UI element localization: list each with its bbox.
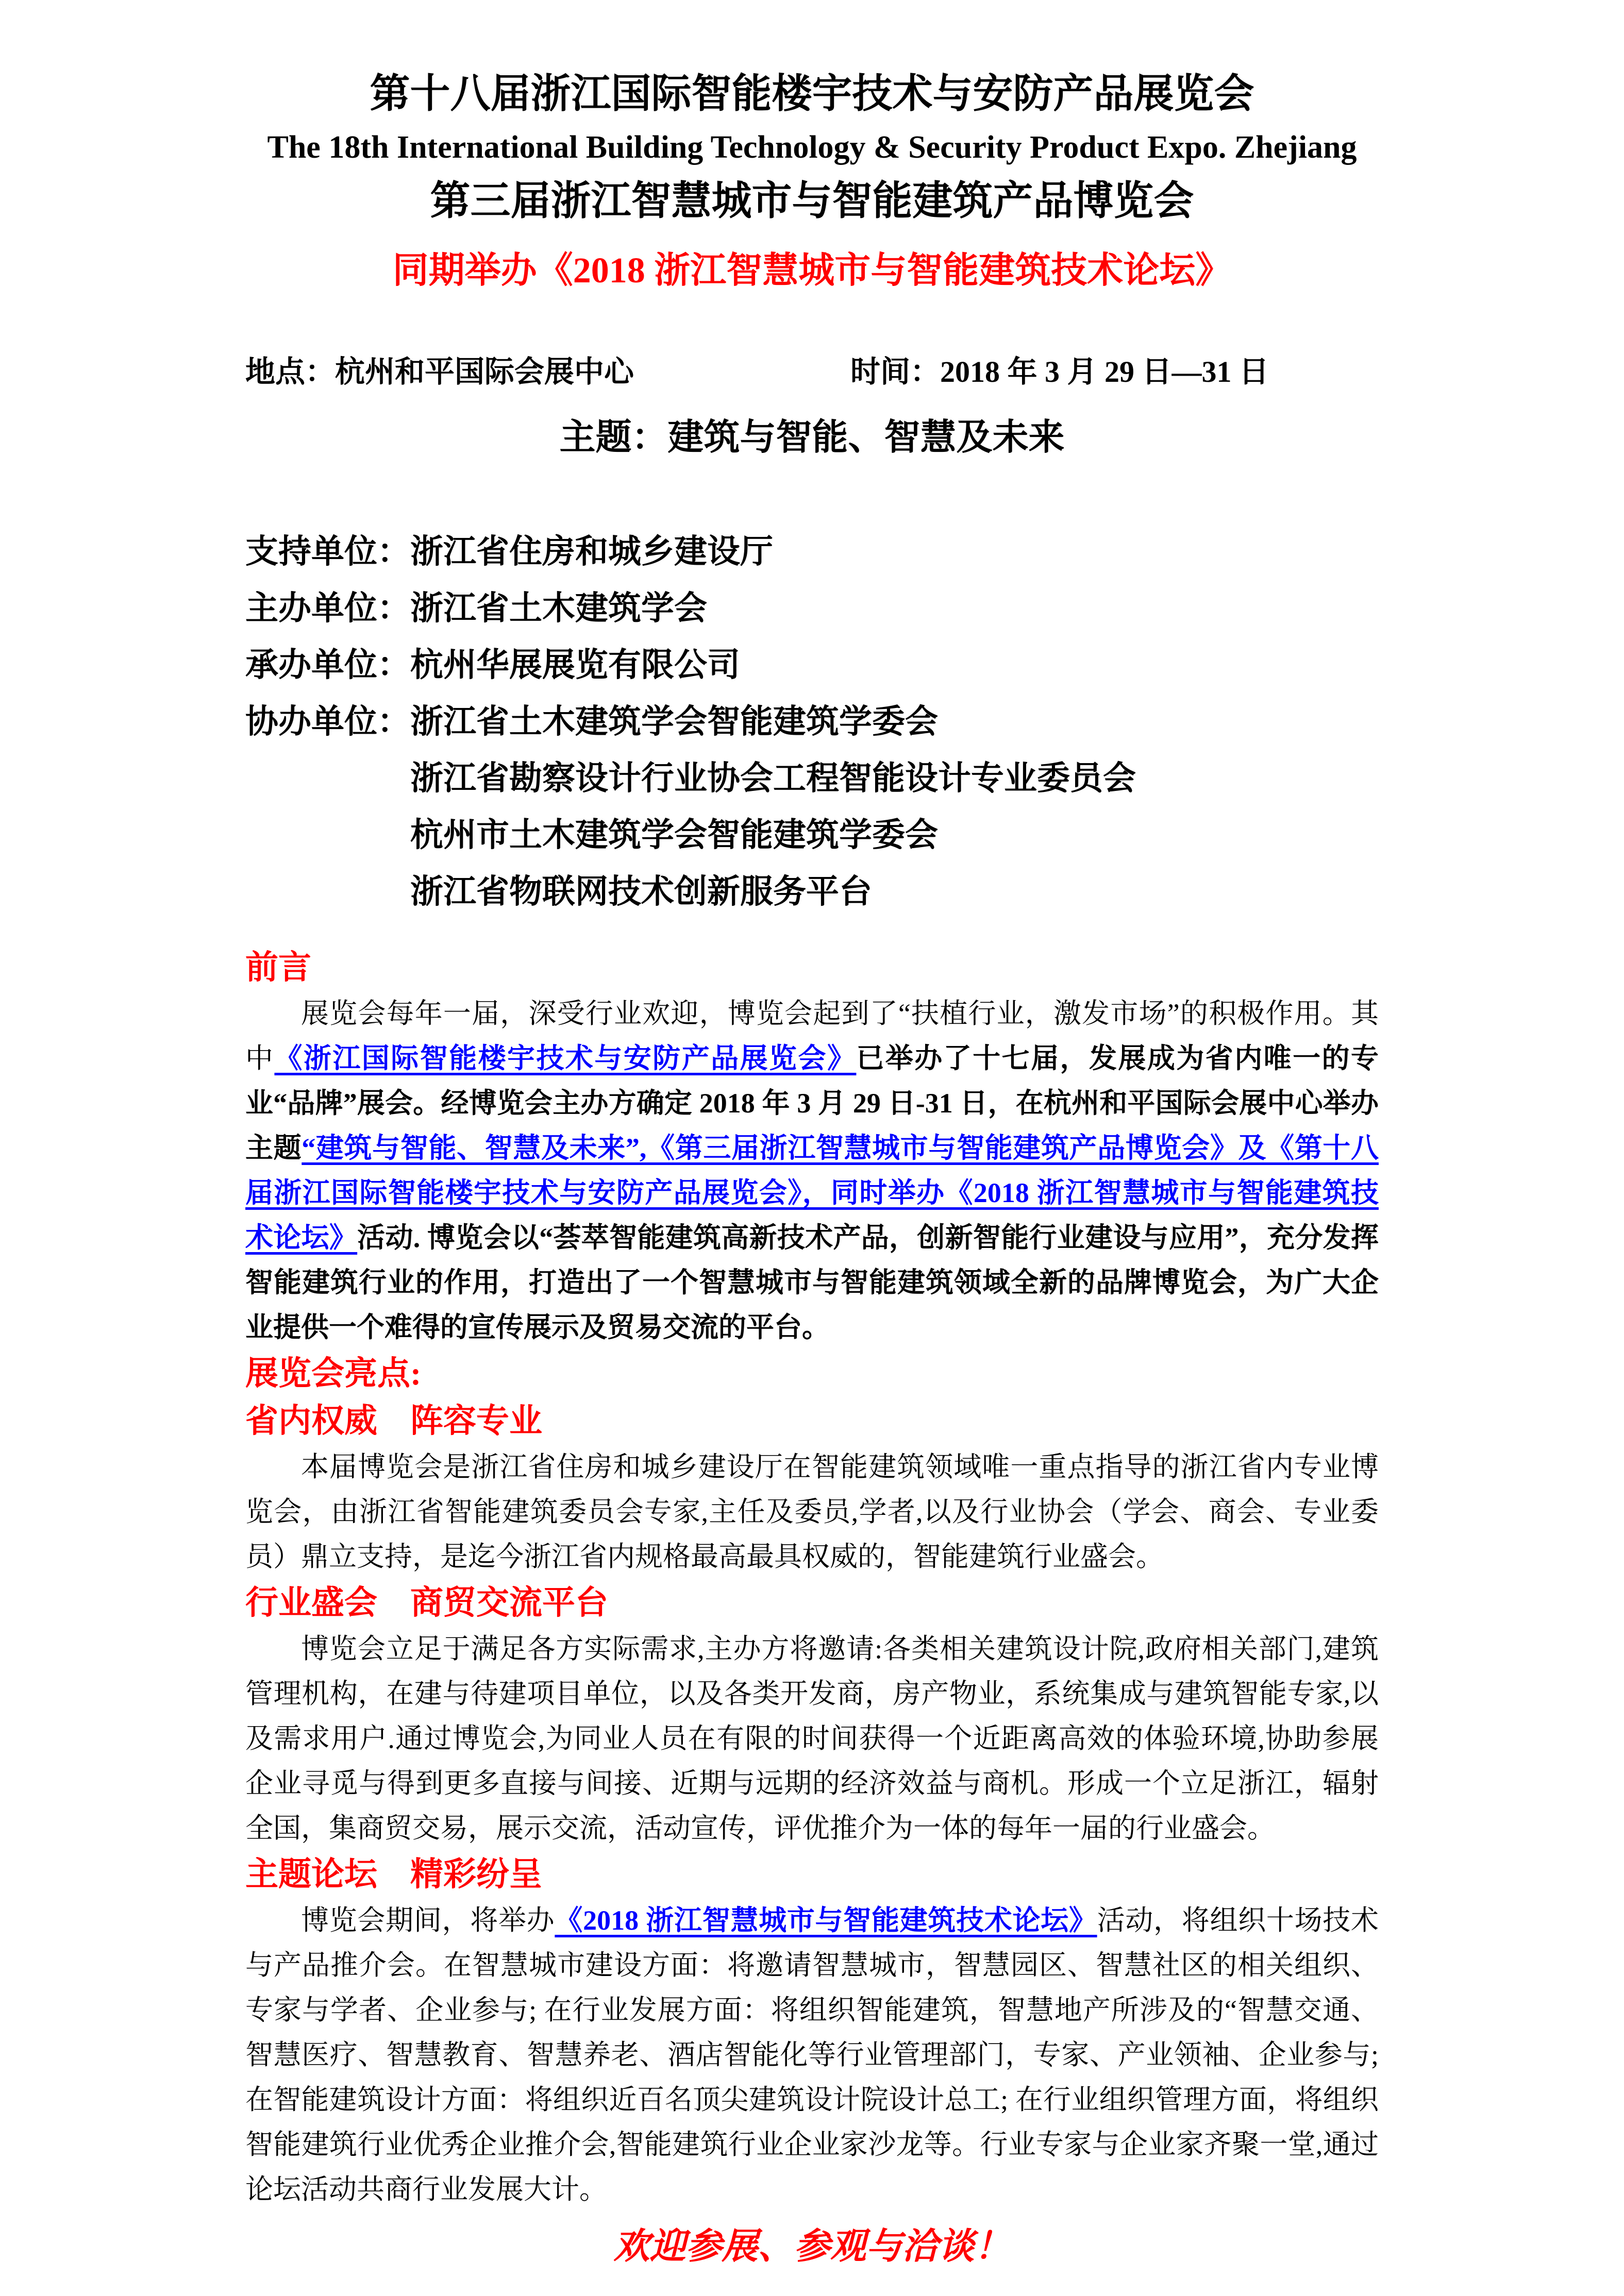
hyperlink-text: 《浙江国际智能楼宇技术与安防产品展览会》	[274, 1043, 857, 1074]
industry-heading: 行业盛会 商贸交流平台	[245, 1584, 608, 1621]
authority-heading: 省内权威 阵容专业	[245, 1403, 542, 1439]
organizer-value: 浙江省勘察设计行业协会工程智能设计专业委员会	[410, 760, 1136, 797]
organizer-row-support	[245, 524, 1379, 580]
authority-paragraph	[245, 1445, 1379, 1579]
paragraph-text: 活动. 博览会以“荟萃智能建筑高新技术产品，创新智能行业建设与应用”，充分发挥智能建筑行业的作用，打造出了一个智慧城市与智能建筑领域全新的品牌博览会，为广大企业提供一个难得的宣传展示及贸易交流的平台。	[245, 1222, 1379, 1343]
forum-heading: 主题论坛 精彩纷呈	[245, 1856, 542, 1893]
paragraph-text: 博览会立足于满足各方实际需求,主办方将邀请:各类相关建筑设计院,政府相关部门,建筑管理机构，在建与待建项目单位，以及各类开发商，房产物业，系统集成与建筑智能专家,以及需求用户.通过博览会,为同业人员在有限的时间获得一个近距离高效的体验环境,协助参展企业寻觅与得到更多直接与间接、近期与远期的经济效益与商机。形成一个立足浙江，辐射全国，集商贸交易，展示交流，活动宣传，评优推介为一体的每年一届的行业盛会。	[245, 1633, 1379, 1844]
organizer-value: 浙江省物联网技术创新服务平台	[410, 873, 872, 910]
organizer-value: 浙江省土木建筑学会	[410, 590, 707, 627]
venue-text: 地点：杭州和平国际会展中心	[245, 355, 634, 389]
paragraph-text: 展览会每年一届，深受行业欢迎，博览会起到了“扶植行业，激发市场”的积极作用。其中	[245, 998, 1379, 1074]
forum-paragraph	[245, 1898, 1379, 2212]
main-title-en: The 18th International Building Technology & Security Product Expo. Zhejiang	[267, 130, 1357, 165]
time-text: 时间：2018 年 3 月 29 日—31 日	[850, 355, 1269, 389]
organizer-label: 支持单位：	[245, 533, 410, 570]
paragraph-text: 博览会期间，将举办	[301, 1905, 555, 1936]
preface-heading: 前言	[245, 949, 311, 986]
organizer-label: 协办单位：	[245, 703, 410, 740]
highlights-heading: 展览会亮点:	[245, 1355, 422, 1392]
organizer-row-host	[245, 580, 1379, 637]
industry-paragraph	[245, 1627, 1379, 1851]
organizer-row-coorganizer-2	[410, 750, 1379, 807]
theme-line: 主题：建筑与智能、智慧及未来	[559, 418, 1065, 458]
paragraph-text: 已举办了十七届，发展成为省内唯一的专业“品牌”展会。经博览会主办方确定 2018 年 3 月 29 日-31 日，在杭州和平国际会展中心举办主题	[245, 1043, 1379, 1163]
concurrent-forum-subtitle: 同期举办《2018 浙江智慧城市与智能建筑技术论坛》	[392, 251, 1232, 291]
main-title-cn: 第十八届浙江国际智能楼宇技术与安防产品展览会	[370, 71, 1254, 116]
organizer-row-coorganizer	[245, 694, 1379, 750]
preface-paragraph	[245, 991, 1379, 1350]
organizer-value: 杭州华展展览有限公司	[410, 647, 740, 683]
hyperlink-text: “建筑与智能、智慧及未来”,《第三届浙江智慧城市与智能建筑产品博览会》及《第十八届浙江国际智能楼宇技术与安防产品展览会》，同时举办《2018 浙江智慧城市与智能建筑技术论坛》	[245, 1133, 1379, 1253]
organizer-label: 承办单位：	[245, 647, 410, 683]
organizer-value: 杭州市土木建筑学会智能建筑学委会	[410, 817, 938, 853]
organizer-value: 浙江省土木建筑学会智能建筑学委会	[410, 703, 938, 740]
closing-invitation: 欢迎参展、参观与洽谈！	[613, 2227, 1011, 2267]
paragraph-text: 本届博览会是浙江省住房和城乡建设厅在智能建筑领域唯一重点指导的浙江省内专业博览会，由浙江省智能建筑委员会专家,主任及委员,学者,以及行业协会（学会、商会、专业委员）鼎立支持，是迄今浙江省内规格最高最具权威的，智能建筑行业盛会。	[245, 1451, 1379, 1572]
organizer-row-undertaker	[245, 637, 1379, 694]
second-expo-title: 第三届浙江智慧城市与智能建筑产品博览会	[430, 178, 1194, 223]
organizer-label: 主办单位：	[245, 590, 410, 627]
organizer-value: 浙江省住房和城乡建设厅	[410, 533, 773, 570]
venue-time-row	[245, 351, 1379, 393]
organizer-list	[245, 524, 1379, 920]
organizer-row-coorganizer-3	[410, 807, 1379, 864]
organizer-row-coorganizer-4	[410, 864, 1379, 920]
paragraph-text: 活动，将组织十场技术与产品推介会。在智慧城市建设方面：将邀请智慧城市，智慧园区、智慧社区的相关组织、专家与学者、企业参与; 在行业发展方面：将组织智能建筑，智慧地产所涉及的“智慧交通、智慧医疗、智慧教育、智慧养老、酒店智能化等行业管理部门，专家、产业领袖、企业参与; 在智能建筑设计方面：将组织近百名顶尖建筑设计院设计总工; 在行业组织管理方面，将组织智能建筑行业优秀企业推介会,智能建筑行业企业家沙龙等。行业专家与企业家齐聚一堂,通过论坛活动共商行业发展大计。	[245, 1905, 1379, 2205]
hyperlink-text: 《2018 浙江智慧城市与智能建筑技术论坛》	[555, 1905, 1097, 1936]
